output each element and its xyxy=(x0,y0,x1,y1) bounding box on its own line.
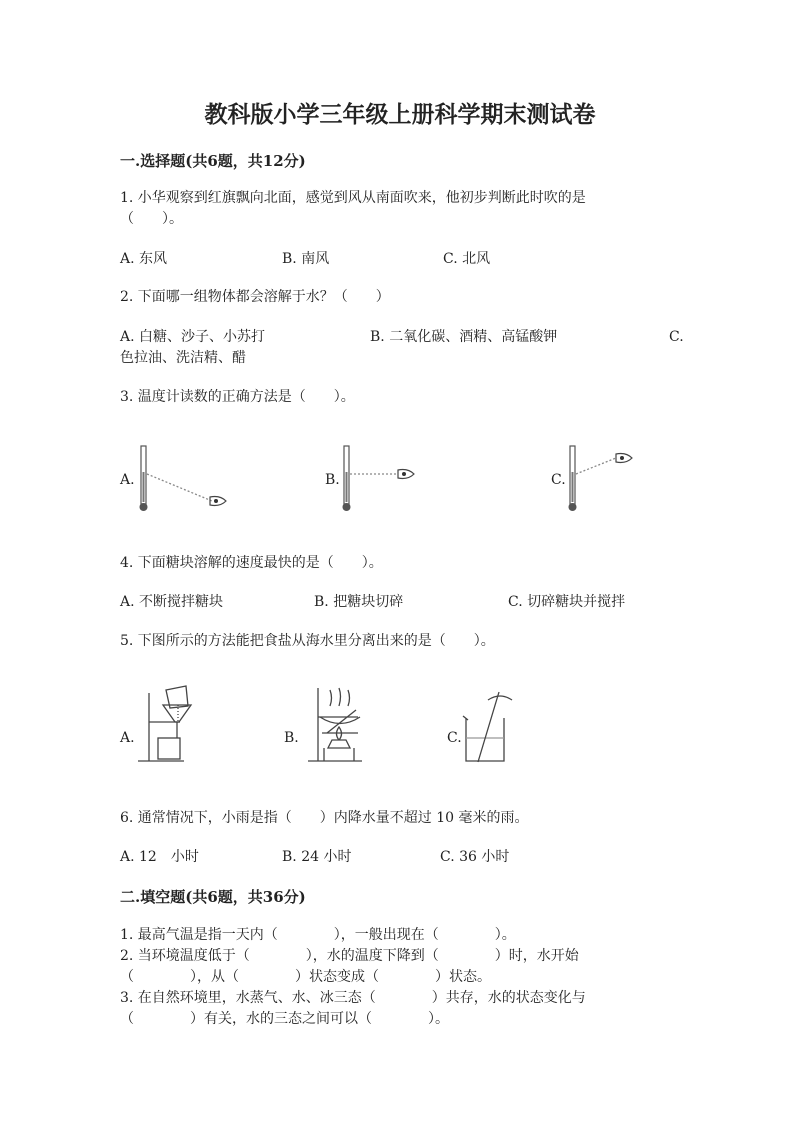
q1-option-a: A. 东风 xyxy=(120,251,168,267)
fill-question-3-line2: （ ）有关，水的三态之间可以（ ）。 xyxy=(120,1011,449,1027)
fill-question-1: 1. 最高气温是指一天内（ ），一般出现在（ ）。 xyxy=(120,927,516,943)
q2-option-c: C. xyxy=(669,329,684,345)
q6-option-c: C. 36 小时 xyxy=(440,849,510,865)
thermometer-c-figure xyxy=(569,446,633,511)
section-heading-choice: 一.选择题(共6题，共12分) xyxy=(120,152,306,170)
question-6-stem: 6. 通常情况下，小雨是指（ ）内降水量不超过 10 毫米的雨。 xyxy=(120,810,529,826)
q5-option-b: B. xyxy=(284,730,299,746)
q2-option-c-continued: 色拉油、洗洁精、醋 xyxy=(120,350,246,366)
q1-option-c: C. 北风 xyxy=(443,251,491,267)
q4-option-b: B. 把糖块切碎 xyxy=(314,594,404,610)
beaker-stirring-figure xyxy=(463,692,512,762)
q5-option-a: A. xyxy=(120,730,135,746)
fill-question-3-line1: 3. 在自然环境里，水蒸气、水、冰三态（ ）共存，水的状态变化与 xyxy=(120,990,586,1006)
q1-option-b: B. 南风 xyxy=(282,251,330,267)
section-heading-fill-blank: 二.填空题(共6题，共36分) xyxy=(120,888,306,906)
fill-question-2-line1: 2. 当环境温度低于（ ），水的温度下降到（ ）时，水开始 xyxy=(120,948,579,964)
thermometer-b-figure xyxy=(343,446,415,511)
fill-question-2-line2: （ ），从（ ）状态变成（ ）状态。 xyxy=(120,969,491,985)
question-3-stem: 3. 温度计读数的正确方法是（ ）。 xyxy=(120,389,355,405)
page-title: 教科版小学三年级上册科学期末测试卷 xyxy=(204,101,596,128)
question-5-stem: 5. 下图所示的方法能把食盐从海水里分离出来的是（ ）。 xyxy=(120,633,495,649)
q5-option-c: C. xyxy=(447,730,462,746)
question-4-stem: 4. 下面糖块溶解的速度最快的是（ ）。 xyxy=(120,555,383,571)
q4-option-c: C. 切碎糖块并搅拌 xyxy=(508,594,626,610)
q6-option-b: B. 24 小时 xyxy=(282,849,352,865)
thermometer-a-figure xyxy=(140,446,227,511)
q2-option-b: B. 二氧化碳、酒精、高锰酸钾 xyxy=(370,329,558,345)
question-1-line2: （ ）。 xyxy=(120,211,183,227)
q6-option-a: A. 12 小时 xyxy=(120,849,199,865)
q3-option-a: A. xyxy=(120,472,135,488)
q2-option-a: A. 白糖、沙子、小苏打 xyxy=(120,329,266,345)
evaporation-apparatus-figure xyxy=(308,688,362,761)
question-1-line1: 1. 小华观察到红旗飘向北面，感觉到风从南面吹来，他初步判断此时吹的是 xyxy=(120,190,586,206)
q4-option-a: A. 不断搅拌糖块 xyxy=(120,594,224,610)
filtration-apparatus-figure xyxy=(138,686,191,761)
q3-option-b: B. xyxy=(325,472,340,488)
q3-option-c: C. xyxy=(551,472,566,488)
question-2-stem: 2. 下面哪一组物体都会溶解于水？（ ） xyxy=(120,289,390,305)
